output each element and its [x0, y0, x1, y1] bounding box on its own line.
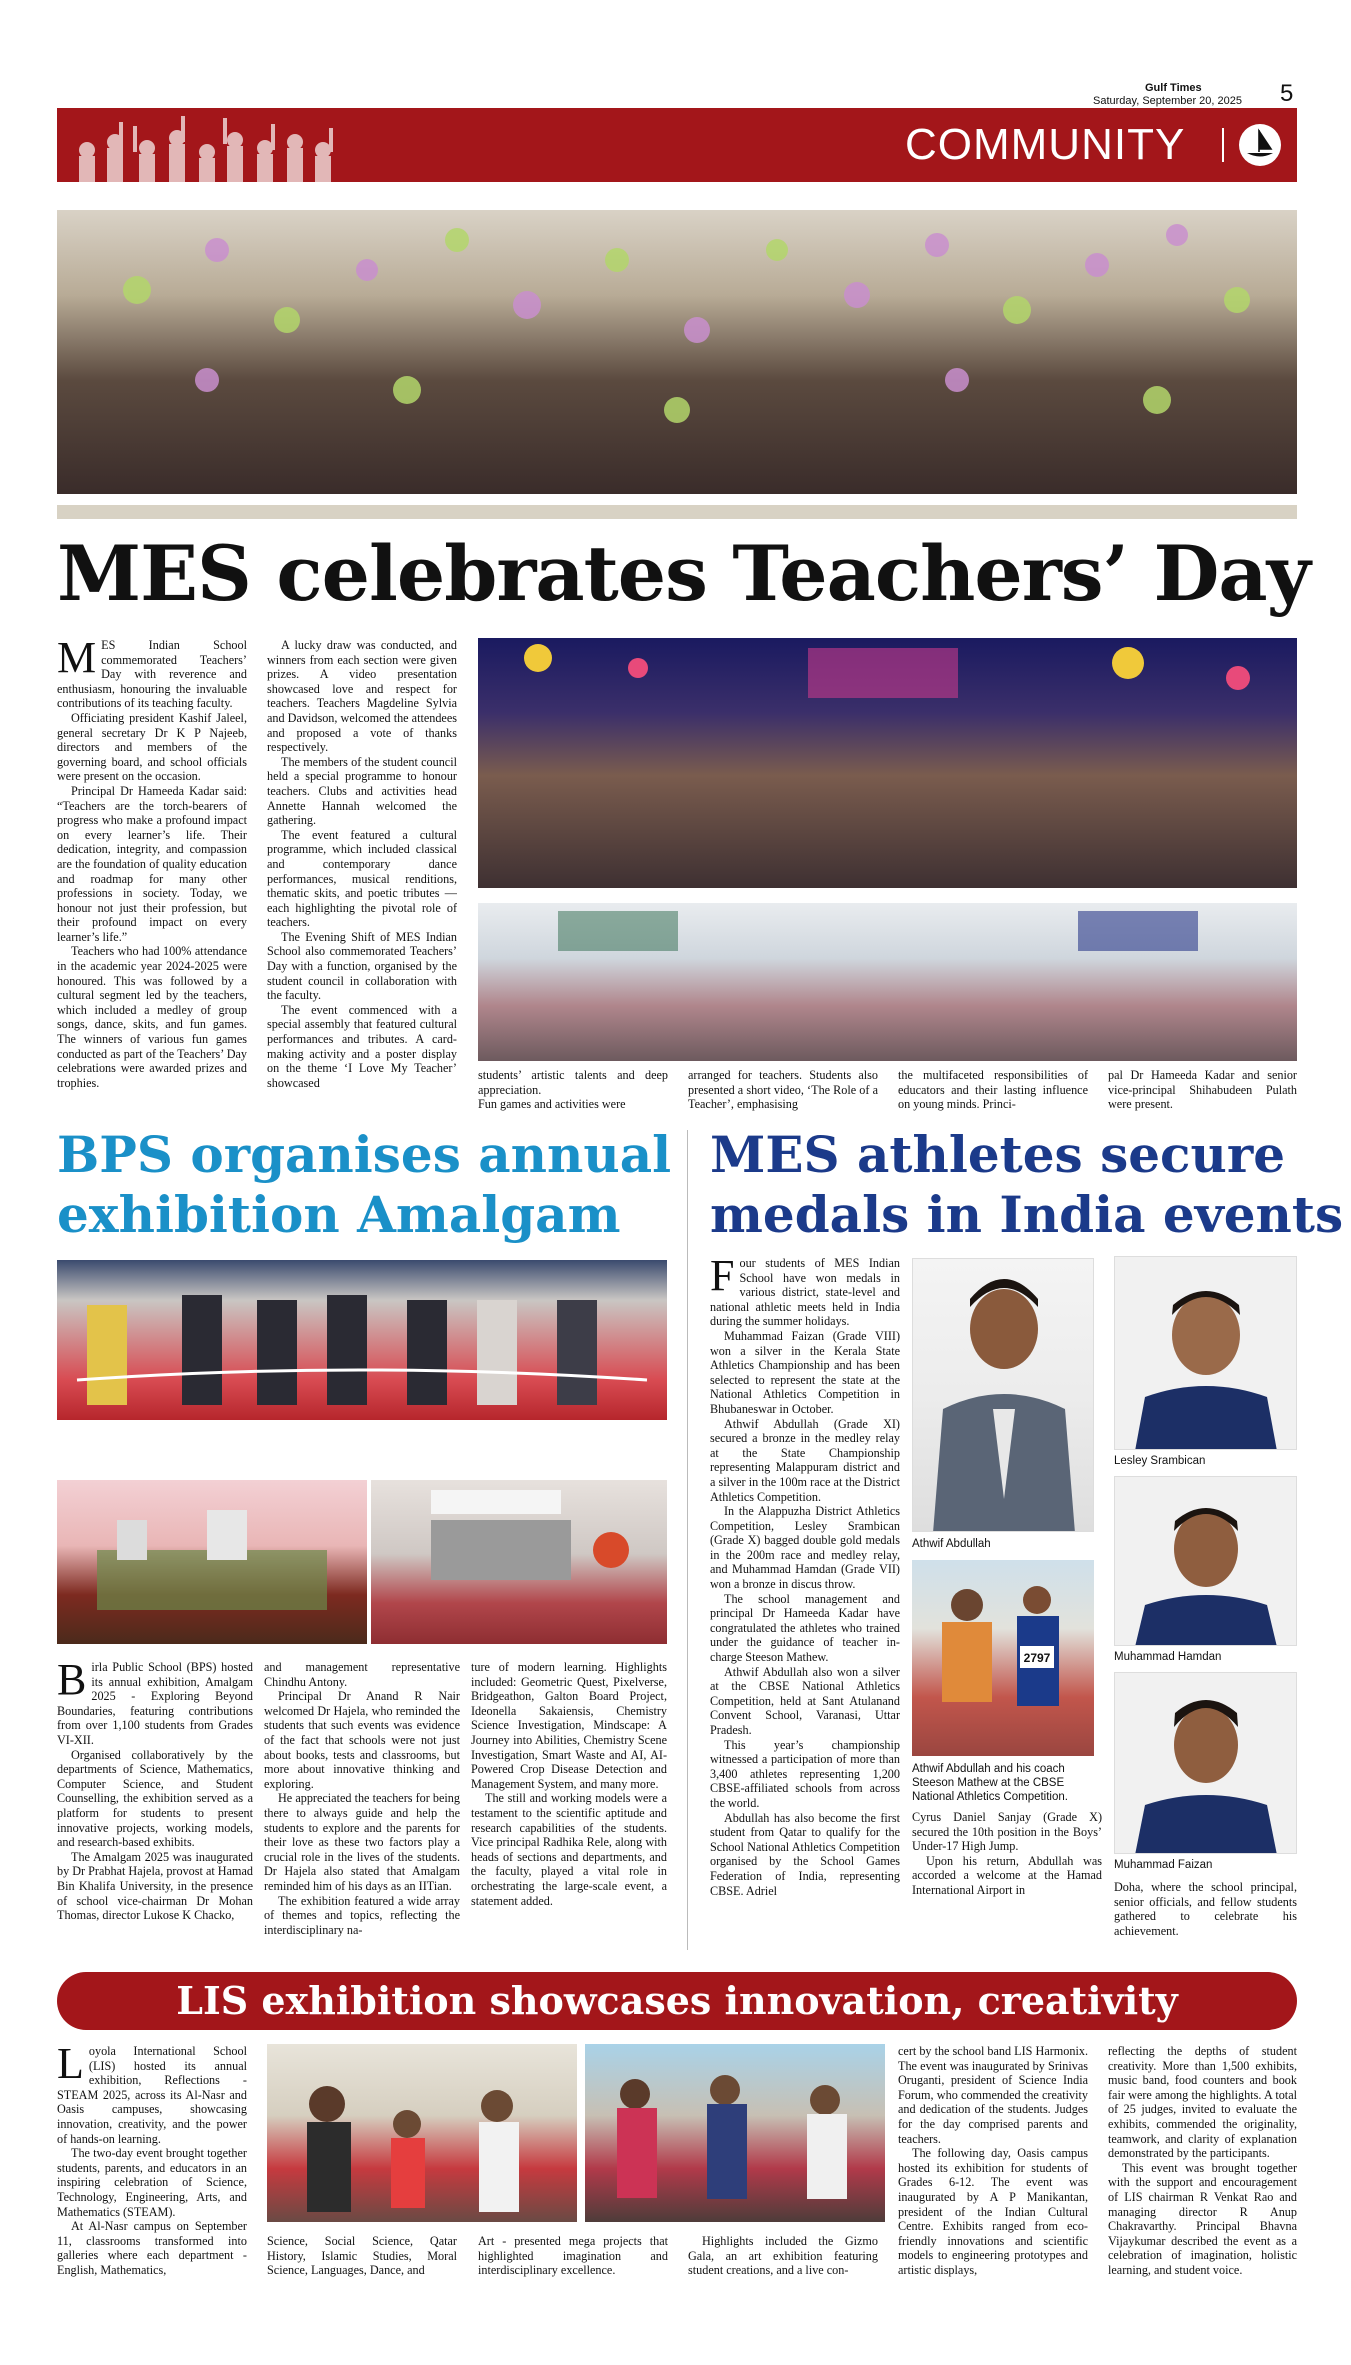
story1-bottom-col2: arranged for teachers. Students also presented a short video, ‘The Role of a Teacher’, emphasising [688, 1068, 878, 1112]
story4-col3 [478, 2234, 668, 2354]
paragraph: Athwif Abdullah (Grade XI) secured a bronze in the medley relay at the State Championship representing Malappuram district and a silver in the 100m race at the District Athletics Competition. [710, 1416, 900, 1504]
paragraph: The still and working models were a testament to the scientific aptitude and research capabilities of the students. Vice principal Radhika Rele, along with heads of sections and departments, and the faculty, played a vital role in orchestrating the large-scale event, a statement added. [471, 1791, 667, 1908]
paragraph: The Evening Shift of MES Indian School also commemorated Teachers’ Day with a function, organised by the student council in collaboration with the faculty. [267, 929, 457, 1003]
paragraph: Highlights included the Gizmo Gala, an art exhibition featuring student creations, and a live con- [688, 2234, 878, 2278]
paragraph: The following day, Oasis campus hosted its exhibition for students of Grades 6-12. The event was inaugurated by A P Manikantan, president of the Indian Cultural Centre. Exhibits ranged from eco-friendly innovations and scientific models to engineering prototypes and artistic displays, [898, 2146, 1088, 2277]
story4-drop-cap: L [57, 2044, 84, 2088]
paragraph: irla Public School (BPS) hosted its annual exhibition, Amalgam 2025 - Exploring Beyond Boundaries, featuring contributions from over 1,100 students from Grades VI-XII. [57, 1660, 253, 1747]
paragraph: Organised collaboratively by the departments of Science, Mathematics, Computer Science, and Student Counselling, the exhibition served as a platform for students to present innovative projects, working models, and research-based exhibits. [57, 1747, 253, 1850]
paragraph: ES Indian School commemorated Teachers’ Day with reverence and enthusiasm, honouring the invaluable contributions of its teaching faculty. [57, 638, 247, 711]
paragraph: This event was brought together with the support and encouragement of LIS chairman R Venkat Rao and managing director R Anup Chakravarthy. Principal Bhavna Vijaykumar described the event as a celebration of imagination, holistic learning, and student voice. [1108, 2160, 1297, 2277]
section-title: COMMUNITY [905, 120, 1186, 169]
paragraph: The school management and principal Dr Hameeda Kadar have congratulated the athletes who trained under the guidance of teacher in-charge Steeson Mathew. [710, 1591, 900, 1665]
story4-col5 [898, 2044, 1088, 2354]
page-number: 5 [1280, 80, 1294, 107]
athwif-caption: Athwif Abdullah [912, 1538, 991, 1550]
story2-headline-line2: exhibition Amalgam [57, 1185, 621, 1244]
paragraph: Athwif Abdullah also won a silver at the CBSE National Athletics Competition, held at Sant Atulanand Convent School, Varanasi, Uttar Pradesh. [710, 1664, 900, 1737]
story1-col2 [267, 638, 457, 1114]
paragraph: Abdullah has also become the first student from Qatar to qualify for the School National Athletics Competition organised by the School Games Federation of India, representing CBSE. Adriel [710, 1810, 900, 1898]
paragraph: Cyrus Daniel Sanjay (Grade X) secured the 10th position in the Boys’ Under-17 High Jump. [912, 1810, 1102, 1854]
story1-col1 [57, 638, 247, 1114]
lesley-srambican-portrait [1114, 1256, 1297, 1450]
paragraph: reflecting the depths of student creativity. More than 1,500 exhibits, music band, food counters and book fair were among the highlights. A total of 25 judges, invited to evaluate the exhibits, commended the originality, teamwork, and clarity of explanation demonstrated by the participants. [1108, 2044, 1297, 2161]
story3-drop-cap: F [710, 1256, 735, 1300]
story2-col1 [57, 1660, 253, 1950]
story4-col4 [688, 2234, 878, 2354]
story1-drop-cap: M [57, 638, 97, 682]
paragraph: Principal Dr Anand R Nair welcomed Dr Hajela, who reminded the students that such events was evidence of the fact that schools were not just about books, tests and classrooms, but more about innovative thinking and exploring. [264, 1689, 460, 1791]
faizan-caption: Muhammad Faizan [1114, 1859, 1213, 1871]
lesley-caption: Lesley Srambican [1114, 1455, 1206, 1467]
story4-col2 [267, 2234, 457, 2354]
paragraph: Science, Social Science, Qatar History, Islamic Studies, Moral Science, Languages, Dance, and [267, 2234, 457, 2278]
paragraph: The event featured a cultural programme, which included classical and contemporary dance performances, musical renditions, thematic skits, and poetic tributes — each highlighting the pivotal role of teachers. [267, 827, 457, 930]
story4-col1 [57, 2044, 247, 2354]
section-banner [57, 108, 1297, 182]
athwif-abdullah-portrait [912, 1258, 1094, 1532]
bps-project-display-photo [371, 1480, 667, 1644]
story2-col2 [264, 1660, 460, 1950]
paper-name: Gulf Times [1145, 82, 1202, 94]
paragraph: The event commenced with a special assembly that featured cultural performances and tributes. A card-making activity and a poster display on the theme ‘I Love My Teacher’ showcased [267, 1002, 457, 1090]
story4-headline: LIS exhibition showcases innovation, creativity [176, 1978, 1178, 2023]
paragraph: Teachers who had 100% attendance in the academic year 2024-2025 were honoured. This was followed by a cultural segment led by the teachers, which included a medley of group songs, dance, skits, and fun games. The winners of various fun games conducted as part of the Teachers’ Day celebrations were awarded prizes and trophies. [57, 944, 247, 1090]
story3-headline-line2: medals in India events [710, 1185, 1344, 1244]
mes-teachers-group-photo [478, 638, 1297, 888]
story1-bottom-col4: pal Dr Hameeda Kadar and senior vice-principal Shihabudeen Pulath were present. [1108, 1068, 1297, 1112]
lis-guests-exhibit-photo [585, 2044, 885, 2222]
story1-headline: MES celebrates Teachers’ Day [57, 529, 1310, 618]
section-divider [1222, 128, 1224, 162]
story2-col3 [471, 1660, 667, 1950]
page-date: Saturday, September 20, 2025 [1093, 95, 1243, 107]
teachers-day-crowd-photo [57, 210, 1297, 494]
paragraph: At Al-Nasr campus on September 11, classrooms transformed into galleries where each department - English, Mathematics, [57, 2219, 247, 2277]
paragraph: The exhibition featured a wide array of themes and topics, reflecting the interdisciplinary na- [264, 1893, 460, 1937]
story2-headline-line1: BPS organises annual [57, 1125, 672, 1184]
paragraph: Doha, where the school principal, senior officials, and fellow students gathered to celebrate his achievement. [1114, 1880, 1297, 1938]
muhammad-faizan-portrait [1114, 1672, 1297, 1854]
lis-headline-banner [57, 1972, 1297, 2030]
paragraph: This year’s championship witnessed a participation of more than 3,400 athletes representing 1,200 CBSE-affiliated schools from across the world. [710, 1737, 900, 1810]
muhammad-hamdan-portrait [1114, 1476, 1297, 1646]
paragraph: The two-day event brought together students, parents, and educators in an inspiring celebration of Science, Technology, Engineering, Arts, and Mathematics (STEAM). [57, 2146, 247, 2219]
paragraph: oyola International School (LIS) hosted its annual exhibition, Reflections - STEAM 2025, across its Al-Nasr and Oasis campuses, showcasing innovation, creativity, and the power of hands-on learning. [57, 2044, 247, 2146]
story1-bottom-col3: the multifaceted responsibilities of educators and their lasting influence on young minds. Princi- [898, 1068, 1088, 1112]
paragraph: He appreciated the teachers for being there to always guide and help the students to explore and the parents for their love as these two factors play a crucial role in the lives of the students. Dr Hajela also stated that Amalgam reminded him of his days as an IITian. [264, 1791, 460, 1893]
column-rule [687, 1130, 688, 1950]
paragraph: Officiating president Kashif Jaleel, general secretary Dr K P Najeeb, directors and members of the governing board, and school officials were present on the occasion. [57, 710, 247, 784]
story1-bottom-col1: students’ artistic talents and deep appreciation. Fun games and activities were [478, 1068, 668, 1112]
story3-col2 [912, 1810, 1102, 1950]
coach-caption: Athwif Abdullah and his coach Steeson Mathew at the CBSE National Athletics Competition. [912, 1763, 1068, 1803]
paragraph: cert by the school band LIS Harmonix. The event was inaugurated by Srinivas Oruganti, president of Science India Forum, who commended the creativity and dedication of the students. Judges for the day comprised parents and teachers. [898, 2044, 1088, 2146]
celebrating-crowd-icon [67, 108, 367, 182]
paragraph: Upon his return, Abdullah was accorded a welcome at the Hamad International Airport in [912, 1853, 1102, 1897]
mes-evening-shift-group-photo [478, 903, 1297, 1061]
bps-ribbon-cutting-photo [57, 1260, 667, 1420]
race-bib-number: 2797 [1023, 1651, 1051, 1665]
paragraph: Art - presented mega projects that highlighted imagination and interdisciplinary excellence. [478, 2234, 668, 2278]
paragraph: Principal Dr Hameeda Kadar said: “Teachers are the torch-bearers of progress who make a profound impact on every learner’s life. Their dedication, integrity, and compassion are the foundation of quality education and roadmap for many other professions in society. Today, we honour not just their profession, but their profound impact on every learner’s life.” [57, 783, 247, 944]
dhow-boat-icon [1237, 122, 1283, 168]
paragraph: Muhammad Faizan (Grade VIII) won a silver in the Kerala State Athletics Championship and has been selected to represent the state at the National Athletics Competition in Bhubaneswar in October. [710, 1328, 900, 1416]
story2-drop-cap: B [57, 1660, 87, 1704]
paragraph: ture of modern learning. Highlights included: Geometric Quest, Pixelverse, Bridgeathon, Galton Board Project, Ideonella Sakaiensis, Chemistry Science Investigation, Mindscape: A Journey into Abilities, Chemistry Scene Investigation, Smart Waste and AI, AI-Powered Crop Disease Detection and Management System, and many more. [471, 1660, 667, 1791]
bps-model-exhibit-photo [57, 1480, 367, 1644]
paragraph: The members of the student council held a special programme to honour teachers. Clubs and activities head Annette Hannah welcomed the gathering. [267, 754, 457, 828]
story4-col6 [1108, 2044, 1297, 2354]
paragraph: our students of MES Indian School have won medals in various district, state-level and national athletic meets held in India during the summer holidays. [710, 1256, 900, 1329]
story3-col3 [1114, 1880, 1297, 1950]
hamdan-caption: Muhammad Hamdan [1114, 1651, 1222, 1663]
photo-divider-bar [57, 505, 1297, 519]
athwif-with-coach-photo [912, 1560, 1094, 1756]
lis-students-exhibit-photo [267, 2044, 577, 2222]
paragraph: and management representative Chindhu Antony. [264, 1660, 460, 1689]
story3-col1 [710, 1256, 900, 1950]
paragraph: A lucky draw was conducted, and winners from each section were given prizes. A video presentation showcased love and respect for teachers. Teachers Magdeline Sylvia and Davidson, welcomed the attendees and proposed a vote of thanks respectively. [267, 638, 457, 755]
paragraph: The Amalgam 2025 was inaugurated by Dr Prabhat Hajela, provost at Hamad Bin Khalifa University, in the presence of school vice-chairman Dr Mohan Thomas, director Lukose K Chacko, [57, 1849, 253, 1923]
story3-headline-line1: MES athletes secure [710, 1125, 1285, 1184]
paragraph: In the Alappuzha District Athletics Competition, Lesley Srambican (Grade X) bagged double gold medals in the 200m race and medley relay, and Muhammad Hamdan (Grade VII) won a bronze in discus throw. [710, 1504, 900, 1592]
